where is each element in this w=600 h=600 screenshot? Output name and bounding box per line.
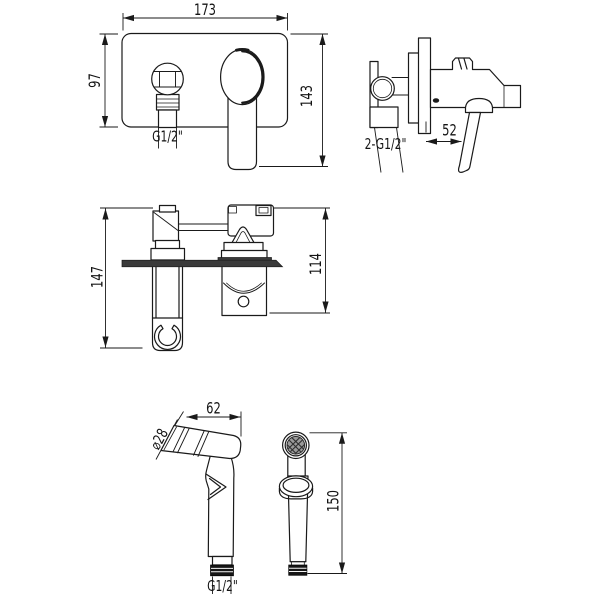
holder-column-sides (153, 267, 183, 318)
valve-body-below (222, 267, 267, 316)
mixer-lever-side (459, 113, 481, 173)
dim-173-label: 173 (194, 1, 216, 20)
dim-143-label: 143 (298, 85, 317, 107)
diverter-tab (160, 206, 176, 213)
dim-147-label: 147 (88, 266, 108, 288)
dim-150-label: 150 (324, 490, 344, 512)
diverter-flange-top (151, 249, 185, 261)
supply-pipe (392, 78, 410, 96)
valve-collar-top (224, 243, 263, 252)
body-screw-hole (433, 98, 439, 103)
dim-28-label: ⌀28 (147, 426, 173, 453)
front-view (86, 1, 328, 169)
lever-base-dome (466, 99, 493, 113)
lever-connector-lines (179, 224, 229, 231)
knob-face (152, 63, 184, 95)
side-thread-label: 2-G1/2" (364, 136, 407, 154)
dim-52-label: 52 (442, 121, 457, 141)
plan-view (89, 205, 330, 351)
lever-top (222, 205, 274, 261)
sprayer-thread-connector (211, 565, 234, 576)
sprayer-handle-side (206, 455, 234, 557)
wall-plate-edge (419, 38, 431, 134)
side-view (365, 38, 521, 173)
dim-97-label: 97 (86, 73, 105, 88)
plate-band (122, 260, 283, 267)
sprayer-front-view (279, 432, 347, 575)
lever-top-mark (237, 50, 249, 51)
dim-114-label: 114 (307, 253, 326, 275)
holder-ring (279, 476, 312, 497)
inlet-connection (371, 77, 395, 101)
dim-62-label: 62 (206, 399, 221, 419)
sprayer-head-side (161, 426, 241, 459)
knob-stem (159, 110, 177, 128)
dim-147-extension-lines (100, 208, 153, 348)
sprayer-front-thread (289, 565, 307, 575)
plan-dimension-lines (100, 208, 330, 348)
sprayer-side-view (148, 400, 241, 596)
valve-port-circle (238, 296, 249, 307)
diverter-top (151, 206, 228, 261)
valve-arc-detail (224, 283, 265, 293)
lever-escutcheon (221, 49, 264, 104)
inlet-block (370, 107, 398, 128)
diverter-collar-top (156, 241, 180, 250)
sprayer-handle-step (213, 557, 233, 566)
sprayer-thread-label: G1/2" (207, 578, 238, 596)
knob-collar (157, 95, 180, 111)
holder-column (153, 267, 183, 351)
holder-column-inner-lines (156, 267, 179, 318)
front-thread-label: G1/2" (152, 128, 183, 147)
diverter-body-top (153, 211, 179, 241)
spray-face (287, 437, 305, 455)
lever-tab-right (256, 206, 271, 216)
